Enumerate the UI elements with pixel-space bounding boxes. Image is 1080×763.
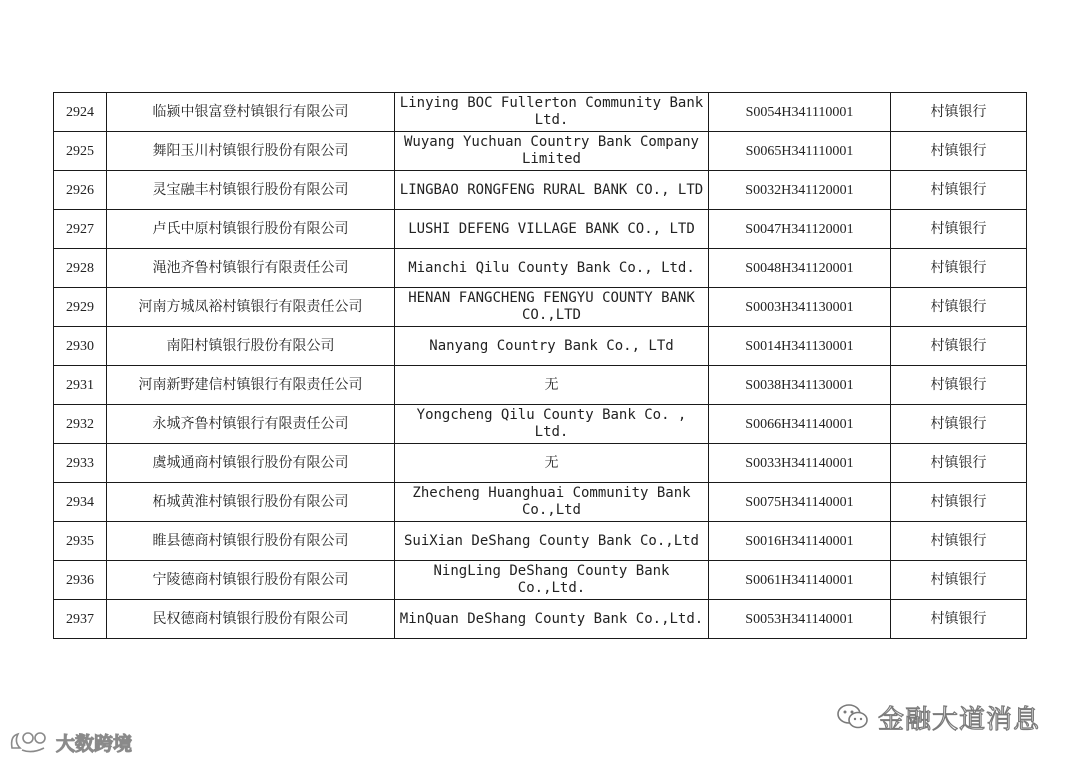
institution-code: S0003H341130001 <box>709 288 891 327</box>
institution-code: S0061H341140001 <box>709 561 891 600</box>
institution-type: 村镇银行 <box>891 483 1027 522</box>
source-watermark <box>8 726 132 758</box>
table-row <box>54 327 1027 366</box>
institution-code: S0038H341130001 <box>709 366 891 405</box>
institution-type: 村镇银行 <box>891 210 1027 249</box>
row-number: 2927 <box>54 210 107 249</box>
wechat-watermark <box>836 697 1040 737</box>
bank-name-english: Wuyang Yuchuan Country Bank Company Limited <box>395 132 709 171</box>
institution-code: S0032H341120001 <box>709 171 891 210</box>
table-row <box>54 483 1027 522</box>
table-row <box>54 249 1027 288</box>
row-number: 2937 <box>54 600 107 639</box>
institution-type: 村镇银行 <box>891 366 1027 405</box>
table-row <box>54 210 1027 249</box>
institution-code: S0048H341120001 <box>709 249 891 288</box>
row-number: 2935 <box>54 522 107 561</box>
logo-icon <box>8 728 52 756</box>
bank-name-english: HENAN FANGCHENG FENGYU COUNTY BANK CO.,LTD <box>395 288 709 327</box>
bank-name-english: 无 <box>395 366 709 405</box>
bank-name-english: LUSHI DEFENG VILLAGE BANK CO., LTD <box>395 210 709 249</box>
bank-name-chinese: 渑池齐鲁村镇银行有限责任公司 <box>107 249 395 288</box>
table-row <box>54 366 1027 405</box>
institution-type: 村镇银行 <box>891 93 1027 132</box>
table-row <box>54 522 1027 561</box>
bank-name-chinese: 河南新野建信村镇银行有限责任公司 <box>107 366 395 405</box>
institution-type: 村镇银行 <box>891 405 1027 444</box>
row-number: 2933 <box>54 444 107 483</box>
bank-registry-table <box>53 92 1027 639</box>
table-row <box>54 171 1027 210</box>
row-number: 2932 <box>54 405 107 444</box>
bank-name-english: Zhecheng Huanghuai Community Bank Co.,Ltd <box>395 483 709 522</box>
table-row <box>54 600 1027 639</box>
institution-type: 村镇银行 <box>891 132 1027 171</box>
institution-type: 村镇银行 <box>891 288 1027 327</box>
bank-name-english: NingLing DeShang County Bank Co.,Ltd. <box>395 561 709 600</box>
row-number: 2924 <box>54 93 107 132</box>
table-row <box>54 405 1027 444</box>
institution-code: S0053H341140001 <box>709 600 891 639</box>
table-row <box>54 561 1027 600</box>
bank-name-chinese: 睢县德商村镇银行股份有限公司 <box>107 522 395 561</box>
row-number: 2931 <box>54 366 107 405</box>
institution-type: 村镇银行 <box>891 444 1027 483</box>
bank-name-chinese: 河南方城凤裕村镇银行有限责任公司 <box>107 288 395 327</box>
institution-code: S0016H341140001 <box>709 522 891 561</box>
bank-name-chinese: 民权德商村镇银行股份有限公司 <box>107 600 395 639</box>
institution-code: S0033H341140001 <box>709 444 891 483</box>
institution-type: 村镇银行 <box>891 561 1027 600</box>
row-number: 2934 <box>54 483 107 522</box>
institution-code: S0014H341130001 <box>709 327 891 366</box>
institution-code: S0065H341110001 <box>709 132 891 171</box>
watermark-right-text: 金融大道消息 <box>878 704 1041 735</box>
bank-name-chinese: 临颍中银富登村镇银行有限公司 <box>107 93 395 132</box>
institution-code: S0047H341120001 <box>709 210 891 249</box>
bank-name-chinese: 南阳村镇银行股份有限公司 <box>107 327 395 366</box>
institution-code: S0066H341140001 <box>709 405 891 444</box>
wechat-icon <box>836 700 870 734</box>
table-row <box>54 288 1027 327</box>
bank-name-chinese: 柘城黄淮村镇银行股份有限公司 <box>107 483 395 522</box>
watermark-left-text: 大数跨境 <box>56 732 133 755</box>
row-number: 2936 <box>54 561 107 600</box>
bank-name-chinese: 舞阳玉川村镇银行股份有限公司 <box>107 132 395 171</box>
table-row <box>54 132 1027 171</box>
bank-name-chinese: 虞城通商村镇银行股份有限公司 <box>107 444 395 483</box>
row-number: 2925 <box>54 132 107 171</box>
bank-name-english: Yongcheng Qilu County Bank Co. , Ltd. <box>395 405 709 444</box>
institution-code: S0075H341140001 <box>709 483 891 522</box>
row-number: 2928 <box>54 249 107 288</box>
institution-type: 村镇银行 <box>891 249 1027 288</box>
bank-name-english: Nanyang Country Bank Co., LTd <box>395 327 709 366</box>
bank-name-english: 无 <box>395 444 709 483</box>
bank-name-english: Linying BOC Fullerton Community Bank Ltd. <box>395 93 709 132</box>
bank-name-english: SuiXian DeShang County Bank Co.,Ltd <box>395 522 709 561</box>
row-number: 2929 <box>54 288 107 327</box>
institution-code: S0054H341110001 <box>709 93 891 132</box>
bank-name-english: LINGBAO RONGFENG RURAL BANK CO., LTD <box>395 171 709 210</box>
bank-name-chinese: 灵宝融丰村镇银行股份有限公司 <box>107 171 395 210</box>
institution-type: 村镇银行 <box>891 327 1027 366</box>
table-body <box>54 93 1027 639</box>
institution-type: 村镇银行 <box>891 171 1027 210</box>
row-number: 2930 <box>54 327 107 366</box>
bank-name-chinese: 卢氏中原村镇银行股份有限公司 <box>107 210 395 249</box>
institution-type: 村镇银行 <box>891 600 1027 639</box>
bank-name-chinese: 永城齐鲁村镇银行有限责任公司 <box>107 405 395 444</box>
bank-name-chinese: 宁陵德商村镇银行股份有限公司 <box>107 561 395 600</box>
table-row <box>54 444 1027 483</box>
institution-type: 村镇银行 <box>891 522 1027 561</box>
table-row <box>54 93 1027 132</box>
bank-name-english: MinQuan DeShang County Bank Co.,Ltd. <box>395 600 709 639</box>
bank-name-english: Mianchi Qilu County Bank Co., Ltd. <box>395 249 709 288</box>
row-number: 2926 <box>54 171 107 210</box>
